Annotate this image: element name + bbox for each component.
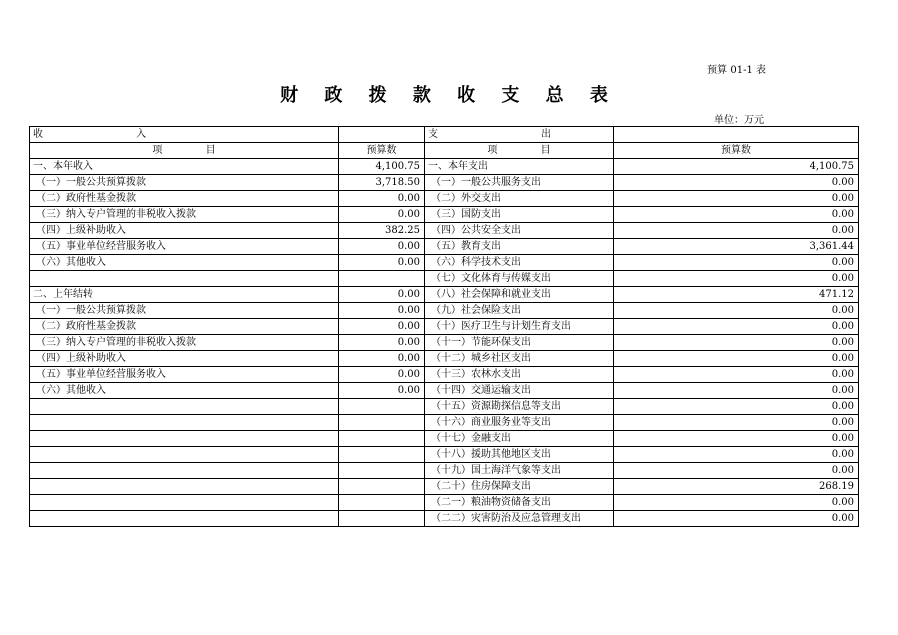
income-item-cell: （六）其他收入	[30, 255, 339, 271]
expense-value-cell: 0.00	[614, 367, 859, 383]
expense-budget-header: 预算数	[614, 143, 859, 159]
income-item-cell	[30, 479, 339, 495]
expense-item-cell: （六）科学技术支出	[425, 255, 614, 271]
table-row	[30, 175, 859, 191]
budget-table	[29, 126, 859, 527]
expense-value-cell: 268.19	[614, 479, 859, 495]
expense-value-cell: 0.00	[614, 495, 859, 511]
table-row	[30, 255, 859, 271]
table-row	[30, 495, 859, 511]
income-item-cell	[30, 271, 339, 287]
expense-item-cell: （十六）商业服务业等支出	[425, 415, 614, 431]
table-row	[30, 223, 859, 239]
table-row	[30, 319, 859, 335]
income-value-cell	[339, 271, 425, 287]
expense-value-cell: 0.00	[614, 431, 859, 447]
expense-value-cell: 0.00	[614, 383, 859, 399]
expense-value-cell: 0.00	[614, 303, 859, 319]
income-item-cell	[30, 431, 339, 447]
income-budget-header: 预算数	[339, 143, 425, 159]
expense-item-cell: （十五）资源勘探信息等支出	[425, 399, 614, 415]
income-value-cell: 0.00	[339, 255, 425, 271]
expense-item-cell: （四）公共安全支出	[425, 223, 614, 239]
income-item-cell: 一、本年收入	[30, 159, 339, 175]
expense-value-cell: 0.00	[614, 415, 859, 431]
income-value-cell: 0.00	[339, 367, 425, 383]
income-item-cell	[30, 495, 339, 511]
income-value-cell: 0.00	[339, 383, 425, 399]
expense-item-cell: （十一）节能环保支出	[425, 335, 614, 351]
table-row	[30, 271, 859, 287]
table-row	[30, 399, 859, 415]
expense-value-cell: 0.00	[614, 511, 859, 527]
table-row	[30, 367, 859, 383]
table-row	[30, 463, 859, 479]
expense-item-cell: （三）国防支出	[425, 207, 614, 223]
income-value-cell	[339, 511, 425, 527]
income-value-cell	[339, 463, 425, 479]
table-row	[30, 383, 859, 399]
income-value-cell: 3,718.50	[339, 175, 425, 191]
income-value-cell	[339, 447, 425, 463]
income-item-cell: 二、上年结转	[30, 287, 339, 303]
form-number: 预算 01-1 表	[707, 65, 766, 76]
table-row	[30, 287, 859, 303]
expense-item-cell: （二一）粮油物资储备支出	[425, 495, 614, 511]
expense-section-blank	[614, 127, 859, 143]
table-row	[30, 159, 859, 175]
expense-section-header: 支 出	[425, 127, 614, 143]
expense-item-cell: （五）教育支出	[425, 239, 614, 255]
income-item-cell: （三）纳入专户管理的非税收入拨款	[30, 335, 339, 351]
table-row	[30, 239, 859, 255]
section-header-row	[30, 127, 859, 143]
income-item-cell	[30, 399, 339, 415]
income-value-cell	[339, 431, 425, 447]
income-value-cell	[339, 495, 425, 511]
income-item-cell: （四）上级补助收入	[30, 223, 339, 239]
income-item-cell: （二）政府性基金拨款	[30, 319, 339, 335]
expense-item-cell: （二十）住房保障支出	[425, 479, 614, 495]
unit-label: 单位：万元	[714, 115, 764, 126]
income-item-cell: （六）其他收入	[30, 383, 339, 399]
income-section-blank	[339, 127, 425, 143]
table-row	[30, 479, 859, 495]
income-item-cell	[30, 463, 339, 479]
income-value-cell: 0.00	[339, 303, 425, 319]
expense-item-cell: （二）外交支出	[425, 191, 614, 207]
expense-value-cell: 0.00	[614, 463, 859, 479]
income-value-cell: 0.00	[339, 319, 425, 335]
table-row	[30, 511, 859, 527]
income-value-cell: 0.00	[339, 191, 425, 207]
expense-value-cell: 0.00	[614, 447, 859, 463]
table-row	[30, 447, 859, 463]
page-title: 财 政 拨 款 收 支 总 表	[280, 85, 618, 106]
income-value-cell: 0.00	[339, 239, 425, 255]
expense-value-cell: 0.00	[614, 255, 859, 271]
table-row	[30, 415, 859, 431]
table-row	[30, 431, 859, 447]
expense-item-cell: （十八）援助其他地区支出	[425, 447, 614, 463]
income-item-cell: （五）事业单位经营服务收入	[30, 367, 339, 383]
expense-item-cell: （十四）交通运输支出	[425, 383, 614, 399]
table-row	[30, 335, 859, 351]
expense-item-cell: （十九）国土海洋气象等支出	[425, 463, 614, 479]
table-row	[30, 207, 859, 223]
expense-item-cell: （八）社会保障和就业支出	[425, 287, 614, 303]
income-value-cell	[339, 415, 425, 431]
expense-item-cell: （十二）城乡社区支出	[425, 351, 614, 367]
expense-value-cell: 0.00	[614, 351, 859, 367]
income-value-cell: 4,100.75	[339, 159, 425, 175]
expense-item-cell: （十七）金融支出	[425, 431, 614, 447]
expense-item-cell: （二二）灾害防治及应急管理支出	[425, 511, 614, 527]
income-section-header: 收 入	[30, 127, 339, 143]
expense-value-cell: 0.00	[614, 191, 859, 207]
expense-item-cell: （十）医疗卫生与计划生育支出	[425, 319, 614, 335]
income-value-cell: 382.25	[339, 223, 425, 239]
income-item-cell: （一）一般公共预算拨款	[30, 303, 339, 319]
income-item-cell: （二）政府性基金拨款	[30, 191, 339, 207]
income-item-cell: （一）一般公共预算拨款	[30, 175, 339, 191]
column-header-row	[30, 143, 859, 159]
expense-item-cell: 一、本年支出	[425, 159, 614, 175]
expense-item-cell: （七）文化体育与传媒支出	[425, 271, 614, 287]
expense-value-cell: 3,361.44	[614, 239, 859, 255]
table-row	[30, 303, 859, 319]
income-value-cell	[339, 399, 425, 415]
table-row	[30, 191, 859, 207]
income-item-cell: （五）事业单位经营服务收入	[30, 239, 339, 255]
income-value-cell	[339, 479, 425, 495]
expense-value-cell: 0.00	[614, 175, 859, 191]
income-item-header: 项 目	[30, 143, 339, 159]
expense-item-cell: （一）一般公共服务支出	[425, 175, 614, 191]
expense-value-cell: 0.00	[614, 335, 859, 351]
income-value-cell: 0.00	[339, 287, 425, 303]
expense-item-header: 项 目	[425, 143, 614, 159]
income-item-cell	[30, 447, 339, 463]
income-value-cell: 0.00	[339, 207, 425, 223]
expense-value-cell: 471.12	[614, 287, 859, 303]
expense-value-cell: 0.00	[614, 271, 859, 287]
expense-value-cell: 0.00	[614, 399, 859, 415]
expense-item-cell: （九）社会保险支出	[425, 303, 614, 319]
income-value-cell: 0.00	[339, 351, 425, 367]
income-item-cell	[30, 415, 339, 431]
income-item-cell: （四）上级补助收入	[30, 351, 339, 367]
expense-value-cell: 4,100.75	[614, 159, 859, 175]
income-item-cell: （三）纳入专户管理的非税收入拨款	[30, 207, 339, 223]
expense-item-cell: （十三）农林水支出	[425, 367, 614, 383]
income-value-cell: 0.00	[339, 335, 425, 351]
income-item-cell	[30, 511, 339, 527]
expense-value-cell: 0.00	[614, 319, 859, 335]
expense-value-cell: 0.00	[614, 207, 859, 223]
expense-value-cell: 0.00	[614, 223, 859, 239]
table-row	[30, 351, 859, 367]
